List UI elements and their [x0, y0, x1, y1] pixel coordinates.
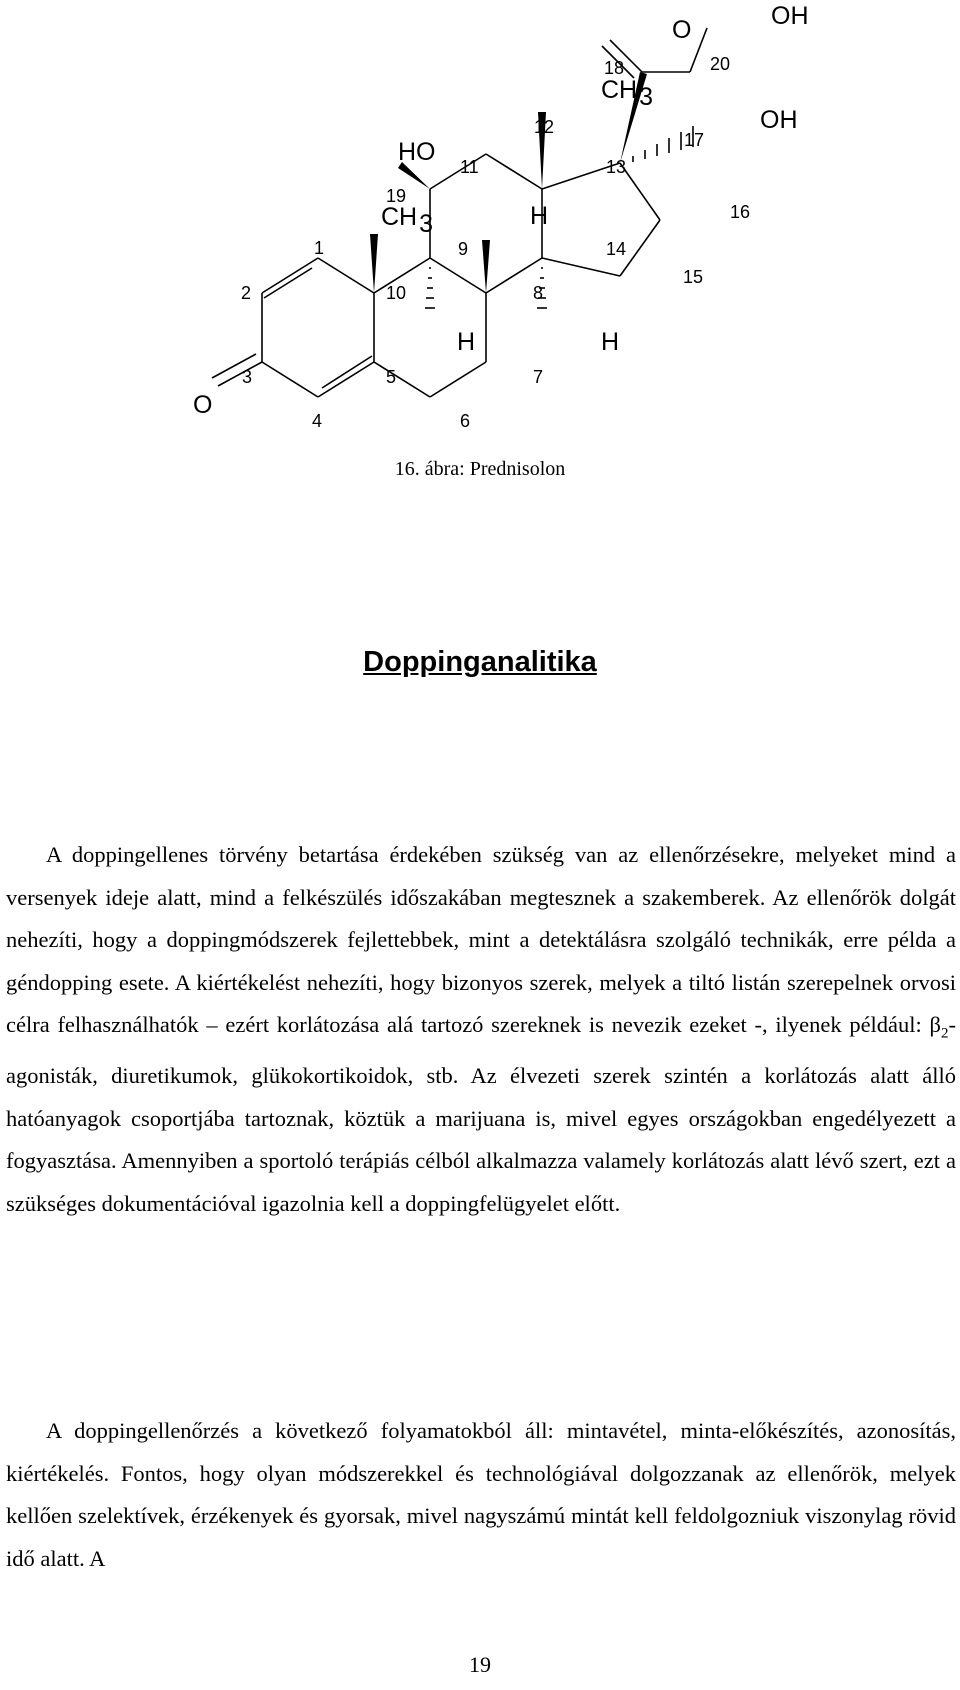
figure-caption: 16. ábra: Prednisolon [394, 458, 566, 480]
locant-16: 16 [730, 202, 751, 222]
locant-10: 10 [386, 283, 407, 303]
locant-9: 9 [458, 239, 469, 259]
atom-oh-c17: OH [760, 106, 798, 134]
bond-c4-c5 [318, 362, 374, 397]
locant-3: 3 [242, 367, 253, 387]
page-number: 19 [469, 1652, 491, 1677]
locant-4: 4 [312, 411, 323, 431]
locant-18: 18 [604, 58, 625, 78]
bond-c3-o [218, 362, 262, 386]
atom-ho-c11: HO [398, 138, 436, 166]
locant-14: 14 [606, 239, 627, 259]
bond-c1-c10 [318, 258, 374, 293]
atom-oh-c21: OH [771, 2, 809, 30]
locant-2: 2 [241, 283, 252, 303]
locant-6: 6 [460, 411, 471, 431]
bond-c4-c5-double [322, 356, 372, 388]
bond-c21-oh [690, 28, 707, 72]
bond-c3-c4 [262, 362, 318, 397]
atom-o-c20: O [672, 16, 692, 44]
locant-12: 12 [534, 117, 555, 137]
section-title: Doppinganalitika [363, 646, 597, 678]
atom-ch3-c19 [381, 203, 433, 238]
hash-c9-h [425, 268, 435, 308]
atom-h-c8: H [530, 202, 549, 230]
bond-c12-c13 [486, 154, 542, 189]
bond-c6-c7 [430, 362, 486, 397]
ch3-c18-sub: 3 [639, 83, 654, 111]
bond-c5-c6 [374, 362, 430, 397]
locant-8: 8 [533, 283, 544, 303]
prednisolon-structure [0, 0, 960, 440]
locant-5: 5 [386, 367, 397, 387]
ch3-c19-sub: 3 [419, 210, 434, 238]
atom-o-ketone: O [193, 391, 213, 419]
paragraph-1-text-a: A doppingellenes törvény betartása érdekében szükség van az ellenőrzésekre, melyeket mind a versenyek ideje alatt, mind a felkészülés időszakában megtesznek a szakemberek. Az ellenőrök dolgát nehezíti, hogy a doppingmódszerek fejlettebbek, mint a detektálásra szolgáló technikák, erre példa a géndopping esete. A kiértékelést nehezíti, hogy bizonyos szerek, melyek a tiltó listán szerepelnek orvosi célra felhasználhatók – ezért korlátozása alá tartozó szereknek is nevezik ezeket -, ilyenek például: β [6, 842, 956, 1037]
paragraph-1-text-b: -agonisták, diuretikumok, glükokortikoidok, stb. Az élvezeti szerek szintén a korlátozás alatt álló hatóanyagok csoportjába tartoznak, köztük a marijuana is, mivel egyes országokban engedélyezett a fogyasztása. Amennyiben a sportoló terápiás célból alkalmazza valamely korlátozás alatt lévő szert, ezt a szükséges dokumentációval igazolnia kell a doppingfelügyelet előtt. [6, 1012, 956, 1216]
wedge-c8-h [482, 240, 490, 293]
locant-11: 11 [460, 157, 479, 177]
atom-h-c14: H [601, 328, 620, 356]
atom-h-c9: H [457, 328, 476, 356]
locant-15: 15 [683, 267, 704, 287]
paragraph-2: A doppingellenőrzés a következő folyamatokból áll: mintavétel, minta-előkészítés, azonosítás, kiértékelés. Fontos, hogy olyan módszerekkel és technológiával dolgozzanak az ellenőrök, melyek kellően szelektívek, érzékenyek és gyorsak, mivel nagyszámú mintát kell feldolgozniuk viszonylag rövid idő alatt. A [6, 1418, 956, 1571]
locant-17: 17 [684, 130, 705, 150]
locant-1: 1 [314, 238, 325, 258]
locant-20: 20 [710, 54, 731, 74]
bond-c8-c9 [430, 258, 486, 293]
bond-c1-c2 [262, 258, 318, 293]
atom-ch3-c18 [601, 76, 653, 111]
locant-19: 19 [386, 186, 407, 206]
paragraph-1 [6, 834, 956, 1225]
wedge-c11-ho [398, 162, 430, 189]
locant-13: 13 [606, 157, 627, 177]
ch3-c18-ch: CH [601, 76, 638, 104]
ch3-c19-ch: CH [381, 203, 418, 231]
wedge-c10-ch3 [370, 234, 378, 293]
locant-7: 7 [533, 367, 544, 387]
bond-c15-c14 [542, 258, 620, 276]
beta-subscript: 2 [941, 1025, 949, 1042]
bond-c1-c2-double [264, 268, 312, 298]
